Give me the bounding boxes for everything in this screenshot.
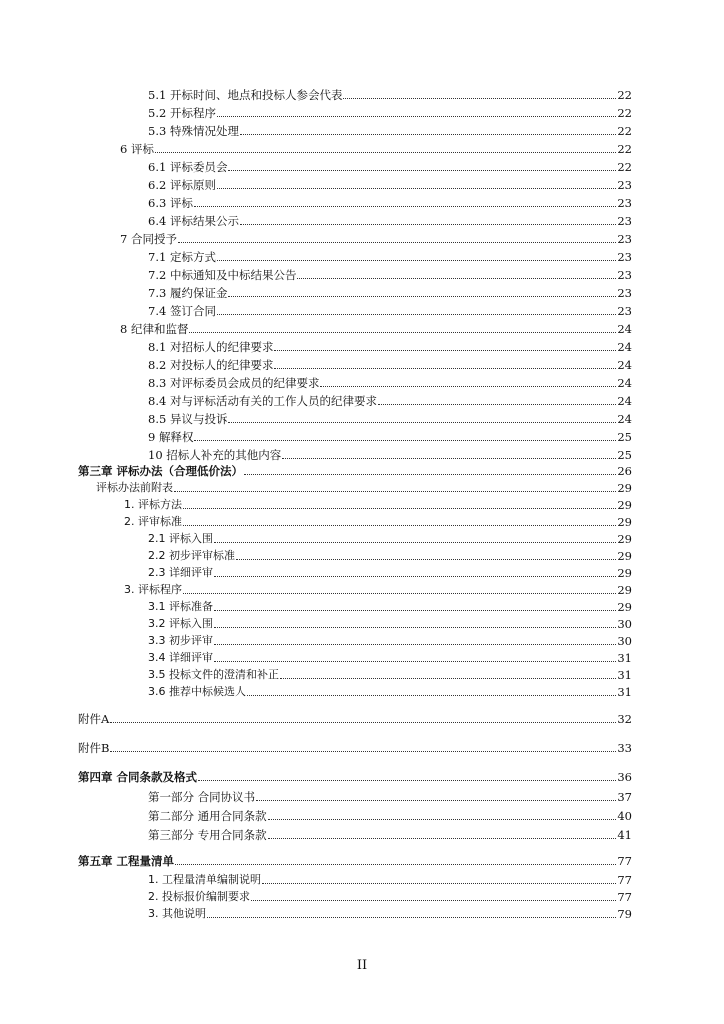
toc-entry-page: 24 (617, 358, 632, 372)
dot-leader (217, 188, 616, 189)
toc-entry-page: 23 (617, 268, 632, 282)
dot-leader (247, 695, 616, 696)
toc-entry-title: 2.1 评标入围 (148, 532, 213, 545)
dot-leader (183, 508, 616, 509)
toc-entry-page: 24 (617, 340, 632, 354)
toc-entry-title: 1. 工程量清单编制说明 (148, 873, 261, 886)
toc-entry-title: 6.1 评标委员会 (148, 160, 228, 174)
page-number: II (356, 958, 368, 973)
toc-entry[interactable] (124, 494, 632, 512)
toc-entry-title: 3. 评标程序 (124, 583, 182, 596)
toc-entry[interactable] (148, 390, 632, 408)
toc-entry-title: 2.3 详细评审 (148, 566, 213, 579)
toc-entry-title: 第五章 工程量清单 (78, 854, 175, 868)
dot-leader (343, 98, 616, 99)
toc-entry-page: 29 (617, 498, 632, 512)
toc-entry-title: 7.4 签订合同 (148, 304, 216, 318)
toc-entry[interactable] (148, 120, 632, 138)
toc-entry-page: 23 (617, 232, 632, 246)
toc-entry[interactable] (148, 630, 632, 648)
toc-entry-page: 24 (617, 376, 632, 390)
toc-entry[interactable] (78, 708, 632, 726)
dot-leader (274, 350, 616, 351)
toc-entry[interactable] (148, 681, 632, 699)
dot-leader (297, 278, 616, 279)
toc-entry[interactable] (148, 886, 632, 904)
toc-entry-title: 3.6 推荐中标候选人 (148, 685, 246, 698)
toc-entry-title: 第三章 评标办法（合理低价法） (78, 464, 244, 478)
toc-entry[interactable] (148, 102, 632, 120)
toc-entry-title: 6 评标 (120, 142, 154, 156)
dot-leader (175, 864, 616, 865)
toc-entry[interactable] (148, 192, 632, 210)
toc-entry-title: 评标办法前附表 (96, 481, 173, 494)
dot-leader (282, 458, 616, 459)
toc-entry[interactable] (148, 426, 632, 444)
toc-entry-page: 25 (617, 448, 632, 462)
toc-entry[interactable] (148, 805, 632, 823)
toc-entry[interactable] (120, 318, 632, 336)
dot-leader (214, 610, 616, 611)
dot-leader (251, 900, 616, 901)
toc-entry-title: 第四章 合同条款及格式 (78, 770, 198, 784)
toc-entry[interactable] (148, 174, 632, 192)
toc-entry-title: 3.2 评标入围 (148, 617, 213, 630)
toc-entry[interactable] (148, 647, 632, 665)
toc-entry-page: 23 (617, 304, 632, 318)
dot-leader (214, 661, 616, 662)
dot-leader (194, 206, 616, 207)
toc-entry-title: 1. 评标方法 (124, 498, 182, 511)
toc-entry-page: 79 (617, 907, 632, 921)
toc-entry-title: 3.3 初步评审 (148, 634, 213, 647)
dot-leader (183, 593, 616, 594)
toc-entry-page: 23 (617, 178, 632, 192)
toc-entry-title: 第二部分 通用合同条款 (148, 809, 267, 823)
toc-entry-page: 33 (617, 741, 632, 755)
toc-entry[interactable] (148, 528, 632, 546)
toc-entry-title: 3.1 评标准备 (148, 600, 213, 613)
dot-leader (183, 525, 616, 526)
toc-entry[interactable] (148, 372, 632, 390)
toc-entry-title: 8.3 对评标委员会成员的纪律要求 (148, 376, 320, 390)
toc-entry-page: 29 (617, 600, 632, 614)
toc-entry[interactable] (148, 824, 632, 842)
toc-entry-title: 5.1 开标时间、地点和投标人参会代表 (148, 88, 343, 102)
toc-entry-title: 2. 评审标准 (124, 515, 182, 528)
dot-leader (228, 170, 616, 171)
toc-entry-title: 6.2 评标原则 (148, 178, 216, 192)
toc-entry-title: 10 招标人补充的其他内容 (148, 448, 282, 462)
toc-entry-title: 8.2 对投标人的纪律要求 (148, 358, 274, 372)
toc-entry-page: 22 (617, 124, 632, 138)
toc-entry-page: 29 (617, 549, 632, 563)
toc-entry[interactable] (78, 766, 632, 784)
dot-leader (194, 440, 616, 441)
toc-entry-page: 22 (617, 88, 632, 102)
toc-entry-page: 40 (617, 809, 632, 823)
dot-leader (207, 917, 616, 918)
toc-entry-title: 3.4 详细评审 (148, 651, 213, 664)
dot-leader (378, 404, 616, 405)
toc-entry-page: 25 (617, 430, 632, 444)
toc-entry-page: 26 (617, 464, 632, 478)
dot-leader (268, 838, 617, 839)
toc-entry-page: 23 (617, 196, 632, 210)
toc-entry-title: 第一部分 合同协议书 (148, 790, 256, 804)
toc-entry[interactable] (148, 786, 632, 804)
toc-entry-page: 30 (617, 617, 632, 631)
dot-leader (236, 559, 616, 560)
toc-entry-title: 8.5 异议与投诉 (148, 412, 228, 426)
dot-leader (268, 819, 617, 820)
toc-entry[interactable] (148, 869, 632, 887)
toc-entry-page: 23 (617, 250, 632, 264)
toc-entry[interactable] (148, 408, 632, 426)
dot-leader (214, 644, 616, 645)
toc-entry-page: 77 (617, 890, 632, 904)
toc-entry-title: 7.2 中标通知及中标结果公告 (148, 268, 297, 282)
toc-entry-title: 5.2 开标程序 (148, 106, 216, 120)
dot-leader (155, 152, 616, 153)
toc-entry-page: 77 (617, 873, 632, 887)
toc-entry-title: 2.2 初步评审标准 (148, 549, 235, 562)
toc-entry-title: 附件B (78, 741, 110, 755)
toc-entry[interactable] (148, 562, 632, 580)
dot-leader (214, 627, 616, 628)
dot-leader (110, 722, 616, 723)
toc-entry[interactable] (148, 264, 632, 282)
toc-entry-page: 32 (617, 712, 632, 726)
dot-leader (214, 542, 616, 543)
dot-leader (274, 368, 616, 369)
toc-entry[interactable] (78, 460, 632, 478)
toc-entry[interactable] (148, 596, 632, 614)
dot-leader (256, 800, 616, 801)
toc-entry[interactable] (124, 511, 632, 529)
toc-entry[interactable] (148, 246, 632, 264)
toc-entry[interactable] (78, 850, 632, 868)
dot-leader (244, 474, 616, 475)
toc-entry-title: 3. 其他说明 (148, 907, 206, 920)
toc-entry-title: 8.4 对与评标活动有关的工作人员的纪律要求 (148, 394, 377, 408)
toc-entry-title: 8 纪律和监督 (120, 322, 189, 336)
toc-entry-page: 37 (617, 790, 632, 804)
dot-leader (189, 332, 616, 333)
dot-leader (174, 491, 616, 492)
dot-leader (262, 883, 616, 884)
dot-leader (214, 576, 616, 577)
toc-entry-page: 29 (617, 532, 632, 546)
toc-entry-page: 29 (617, 481, 632, 495)
toc-entry[interactable] (148, 84, 632, 102)
toc-entry-page: 29 (617, 515, 632, 529)
toc-entry-page: 29 (617, 566, 632, 580)
toc-entry-page: 31 (617, 685, 632, 699)
toc-entry-page: 24 (617, 394, 632, 408)
toc-entry-title: 2. 投标报价编制要求 (148, 890, 250, 903)
toc-entry-page: 22 (617, 106, 632, 120)
toc-entry-page: 77 (617, 854, 632, 868)
toc-entry[interactable] (148, 210, 632, 228)
toc-entry-page: 23 (617, 214, 632, 228)
dot-leader (228, 296, 616, 297)
toc-entry-page: 24 (617, 412, 632, 426)
toc-entry-page: 41 (617, 828, 632, 842)
toc-entry-page: 24 (617, 322, 632, 336)
toc-entry[interactable] (148, 156, 632, 174)
toc-entry[interactable] (148, 545, 632, 563)
toc-entry[interactable] (120, 138, 632, 156)
toc-entry-page: 29 (617, 583, 632, 597)
toc-entry-page: 31 (617, 668, 632, 682)
toc-entry[interactable] (148, 664, 632, 682)
toc-entry-page: 30 (617, 634, 632, 648)
toc-entry-page: 31 (617, 651, 632, 665)
toc-entry[interactable] (148, 613, 632, 631)
toc-entry[interactable] (148, 300, 632, 318)
toc-entry-title: 7.3 履约保证金 (148, 286, 228, 300)
dot-leader (178, 242, 616, 243)
dot-leader (217, 116, 616, 117)
dot-leader (110, 751, 616, 752)
toc-entry-title: 5.3 特殊情况处理 (148, 124, 239, 138)
toc-entry[interactable] (78, 737, 632, 755)
toc-entry-page: 22 (617, 160, 632, 174)
toc-entry[interactable] (148, 903, 632, 921)
toc-entry-page: 23 (617, 286, 632, 300)
toc-entry-title: 7.1 定标方式 (148, 250, 216, 264)
toc-entry-title: 6.4 评标结果公示 (148, 214, 239, 228)
dot-leader (240, 134, 616, 135)
toc-entry[interactable] (148, 354, 632, 372)
toc-entry-page: 36 (617, 770, 632, 784)
toc-entry-title: 第三部分 专用合同条款 (148, 828, 267, 842)
toc-entry-title: 附件A (78, 712, 110, 726)
dot-leader (198, 780, 616, 781)
toc-entry-title: 3.5 投标文件的澄清和补正 (148, 668, 279, 681)
toc-entry-title: 7 合同授予 (120, 232, 177, 246)
toc-entry[interactable] (96, 477, 632, 495)
dot-leader (240, 224, 616, 225)
toc-entry-title: 8.1 对招标人的纪律要求 (148, 340, 274, 354)
toc-entry[interactable] (120, 228, 632, 246)
toc-entry-title: 9 解释权 (148, 430, 194, 444)
dot-leader (217, 260, 616, 261)
toc-entry[interactable] (148, 282, 632, 300)
toc-entry[interactable] (148, 336, 632, 354)
toc-entry-title: 6.3 评标 (148, 196, 193, 210)
dot-leader (228, 422, 616, 423)
toc-entry[interactable] (124, 579, 632, 597)
toc-entry-page: 22 (617, 142, 632, 156)
dot-leader (217, 314, 616, 315)
dot-leader (280, 678, 616, 679)
dot-leader (320, 386, 616, 387)
